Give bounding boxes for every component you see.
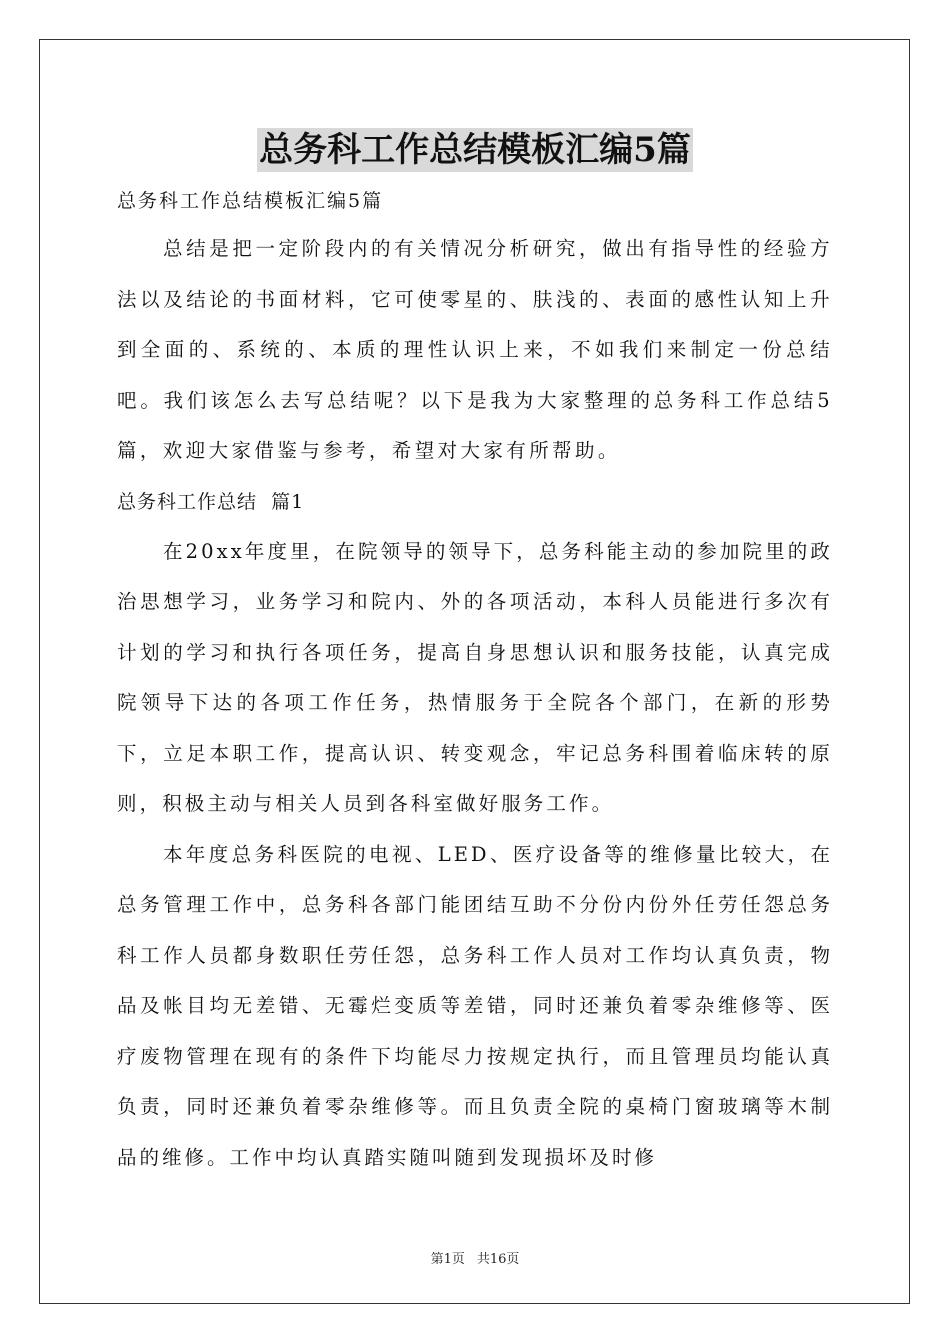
page-number-current: 第1页 [430, 1252, 465, 1267]
paragraph-2: 本年度总务科医院的电视、LED、医疗设备等的维修量比较大，在总务管理工作中，总务科各部门能团结互助不分份内份外任劳任怨总务科工作人员都身数职任劳任怨，总务科工作人员对工作均认真负责，物品及帐目均无差错、无霉烂变质等差错，同时还兼负着零杂维修等、医疗废物管理在现有的条件下均能尽力按规定执行，而且管理员均能认真负责，同时还兼负着零杂维修等。而且负责全院的桌椅门窗玻璃等木制品的维修。工作中均认真踏实随叫随到发现损坏及时修 [117, 842, 833, 1169]
intro-paragraph: 总结是把一定阶段内的有关情况分析研究，做出有指导性的经验方法以及结论的书面材料，它可使零星的、肤浅的、表面的感性认知上升到全面的、系统的、本质的理性认识上来，不如我们来制定一份总结吧。我们该怎么去写总结呢？以下是我为大家整理的总务科工作总结5篇，欢迎大家借鉴与参考，希望对大家有所帮助。 [117, 237, 833, 462]
subtitle-line: 总务科工作总结模板汇编5篇 [117, 190, 384, 212]
document-title [0, 128, 950, 172]
section-heading: 总务科工作总结 篇1 [117, 490, 305, 513]
document-body [117, 178, 833, 1183]
page-footer [0, 1248, 950, 1267]
paragraph-1: 在20xx年度里，在院领导的领导下，总务科能主动的参加院里的政治思想学习，业务学习和院内、外的各项活动，本科人员能进行多次有计划的学习和执行各项任务，提高自身思想认识和服务技能，认真完成院领导下达的各项工作任务，热情服务于全院各个部门，在新的形势下，立足本职工作，提高认识、转变观念，牢记总务科围着临床转的原则，积极主动与相关人员到各科室做好服务工作。 [117, 539, 833, 815]
document-title-text: 总务科工作总结模板汇编5篇 [259, 130, 691, 170]
page-number-total: 共16页 [476, 1252, 520, 1267]
